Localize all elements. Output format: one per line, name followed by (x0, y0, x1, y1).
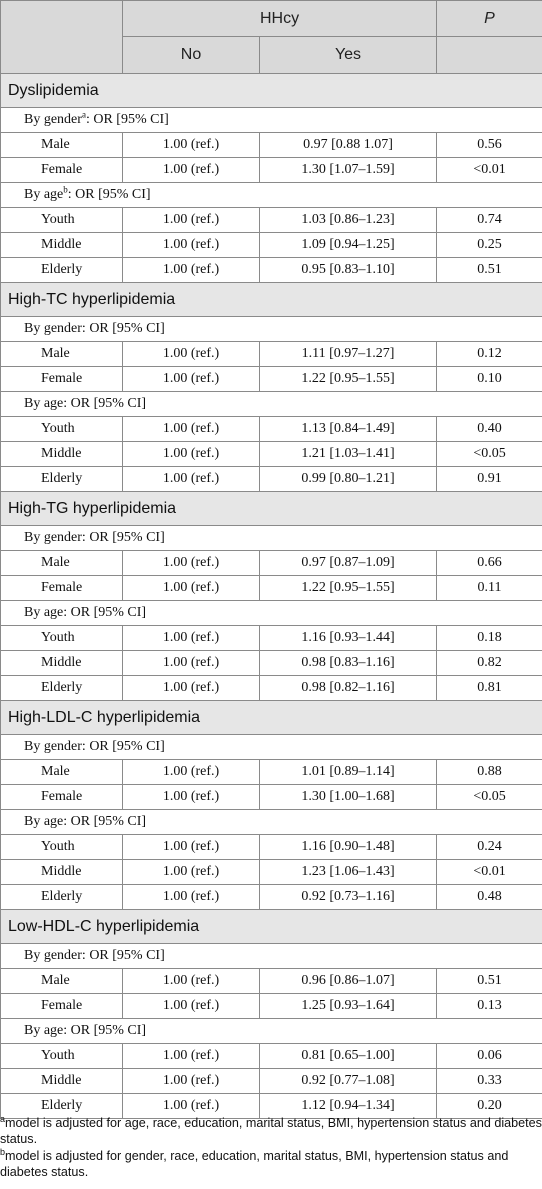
cell-yes: 0.95 [0.83–1.10] (260, 258, 437, 283)
group-label-cell (1, 810, 542, 835)
group-row (1, 944, 542, 969)
row-label: Middle (1, 651, 123, 676)
section-title: High-TG hyperlipidemia (1, 492, 542, 526)
row-label: Female (1, 367, 123, 392)
group-row (1, 108, 542, 133)
table-row (1, 442, 542, 467)
cell-yes: 1.16 [0.93–1.44] (260, 626, 437, 651)
cell-yes: 1.23 [1.06–1.43] (260, 860, 437, 885)
cell-p: 0.10 (437, 367, 542, 392)
cell-no: 1.00 (ref.) (123, 969, 260, 994)
row-label: Male (1, 760, 123, 785)
group-label-cell (1, 317, 542, 342)
table-row (1, 860, 542, 885)
cell-p: 0.51 (437, 258, 542, 283)
table-row (1, 342, 542, 367)
cell-no: 1.00 (ref.) (123, 1069, 260, 1094)
cell-p: 0.06 (437, 1044, 542, 1069)
cell-p: 0.11 (437, 576, 542, 601)
cell-yes: 1.30 [1.07–1.59] (260, 158, 437, 183)
section-row (1, 492, 542, 526)
group-row (1, 735, 542, 760)
row-label: Youth (1, 835, 123, 860)
cell-no: 1.00 (ref.) (123, 208, 260, 233)
group-row (1, 526, 542, 551)
row-label: Female (1, 576, 123, 601)
cell-yes: 0.92 [0.77–1.08] (260, 1069, 437, 1094)
header-p-blank (437, 37, 542, 74)
table-row (1, 994, 542, 1019)
cell-p: 0.24 (437, 835, 542, 860)
cell-yes: 1.03 [0.86–1.23] (260, 208, 437, 233)
group-row (1, 392, 542, 417)
table-row (1, 785, 542, 810)
group-label: By age (24, 187, 64, 202)
cell-yes: 1.22 [0.95–1.55] (260, 576, 437, 601)
row-label: Female (1, 158, 123, 183)
cell-yes: 1.11 [0.97–1.27] (260, 342, 437, 367)
cell-yes: 0.81 [0.65–1.00] (260, 1044, 437, 1069)
table-row (1, 760, 542, 785)
cell-p: 0.81 (437, 676, 542, 701)
cell-p: 0.20 (437, 1094, 542, 1119)
cell-no: 1.00 (ref.) (123, 158, 260, 183)
cell-p: 0.51 (437, 969, 542, 994)
footnote (0, 1115, 542, 1147)
cell-yes: 0.97 [0.87–1.09] (260, 551, 437, 576)
cell-no: 1.00 (ref.) (123, 417, 260, 442)
header-no: No (123, 37, 260, 74)
group-label-cell (1, 526, 542, 551)
cell-no: 1.00 (ref.) (123, 994, 260, 1019)
cell-p: 0.40 (437, 417, 542, 442)
cell-no: 1.00 (ref.) (123, 760, 260, 785)
cell-no: 1.00 (ref.) (123, 885, 260, 910)
row-label: Middle (1, 860, 123, 885)
group-label: By gender (24, 112, 82, 127)
cell-p: 0.88 (437, 760, 542, 785)
cell-no: 1.00 (ref.) (123, 442, 260, 467)
cell-no: 1.00 (ref.) (123, 233, 260, 258)
cell-no: 1.00 (ref.) (123, 785, 260, 810)
cell-p: 0.25 (437, 233, 542, 258)
row-label: Elderly (1, 467, 123, 492)
group-row (1, 317, 542, 342)
cell-p: <0.05 (437, 442, 542, 467)
group-label: By gender: OR [95% CI] (24, 948, 165, 963)
cell-p: 0.66 (437, 551, 542, 576)
cell-no: 1.00 (ref.) (123, 367, 260, 392)
row-label: Middle (1, 233, 123, 258)
row-label: Male (1, 969, 123, 994)
cell-yes: 0.96 [0.86–1.07] (260, 969, 437, 994)
group-label: By age: OR [95% CI] (24, 1023, 147, 1038)
row-label: Middle (1, 442, 123, 467)
footnote-text: model is adjusted for gender, race, education, marital status, BMI, hypertension status and diabetes status. (0, 1149, 509, 1179)
cell-yes: 1.01 [0.89–1.14] (260, 760, 437, 785)
group-label-cell (1, 1019, 542, 1044)
table-row (1, 626, 542, 651)
row-label: Elderly (1, 258, 123, 283)
cell-no: 1.00 (ref.) (123, 860, 260, 885)
cell-no: 1.00 (ref.) (123, 258, 260, 283)
cell-no: 1.00 (ref.) (123, 342, 260, 367)
footnote-marker: b (63, 184, 68, 195)
group-label: By age: OR [95% CI] (24, 396, 147, 411)
row-label: Youth (1, 417, 123, 442)
table-row (1, 158, 542, 183)
cell-yes: 1.30 [1.00–1.68] (260, 785, 437, 810)
cell-p: <0.01 (437, 860, 542, 885)
header-yes: Yes (260, 37, 437, 74)
cell-p: 0.33 (437, 1069, 542, 1094)
row-label: Elderly (1, 676, 123, 701)
cell-yes: 1.13 [0.84–1.49] (260, 417, 437, 442)
table-row (1, 133, 542, 158)
cell-no: 1.00 (ref.) (123, 835, 260, 860)
table-row (1, 467, 542, 492)
row-label: Male (1, 551, 123, 576)
cell-p: 0.18 (437, 626, 542, 651)
cell-yes: 1.12 [0.94–1.34] (260, 1094, 437, 1119)
cell-no: 1.00 (ref.) (123, 1094, 260, 1119)
group-label: By age: OR [95% CI] (24, 814, 147, 829)
cell-no: 1.00 (ref.) (123, 626, 260, 651)
footnote-text: model is adjusted for age, race, education, marital status, BMI, hypertension status and diabetes status. (0, 1116, 542, 1146)
section-row (1, 74, 542, 108)
section-row (1, 283, 542, 317)
group-label: By age: OR [95% CI] (24, 605, 147, 620)
cell-yes: 0.92 [0.73–1.16] (260, 885, 437, 910)
row-label: Middle (1, 1069, 123, 1094)
group-label-cell (1, 392, 542, 417)
table-row (1, 885, 542, 910)
cell-yes: 0.98 [0.82–1.16] (260, 676, 437, 701)
cell-yes: 1.25 [0.93–1.64] (260, 994, 437, 1019)
cell-no: 1.00 (ref.) (123, 551, 260, 576)
row-label: Elderly (1, 1094, 123, 1119)
cell-yes: 0.99 [0.80–1.21] (260, 467, 437, 492)
group-label: By gender: OR [95% CI] (24, 739, 165, 754)
footnote-mark: b (0, 1146, 6, 1157)
cell-p: 0.91 (437, 467, 542, 492)
cell-yes: 0.97 [0.88 1.07] (260, 133, 437, 158)
header-p: P (437, 1, 542, 37)
cell-no: 1.00 (ref.) (123, 576, 260, 601)
cell-no: 1.00 (ref.) (123, 1044, 260, 1069)
cell-p: <0.01 (437, 158, 542, 183)
footnote-marker: a (81, 109, 86, 120)
cell-yes: 1.16 [0.90–1.48] (260, 835, 437, 860)
section-title: Low-HDL-C hyperlipidemia (1, 910, 542, 944)
table-row (1, 417, 542, 442)
table-row (1, 258, 542, 283)
section-title: Dyslipidemia (1, 74, 542, 108)
table-row (1, 969, 542, 994)
footnote (0, 1148, 542, 1180)
cell-yes: 0.98 [0.83–1.16] (260, 651, 437, 676)
group-label-cell (1, 735, 542, 760)
table-header (1, 1, 542, 74)
table-row (1, 208, 542, 233)
cell-yes: 1.09 [0.94–1.25] (260, 233, 437, 258)
table-row (1, 835, 542, 860)
cell-no: 1.00 (ref.) (123, 133, 260, 158)
header-blank-cell (1, 1, 123, 74)
section-title: High-TC hyperlipidemia (1, 283, 542, 317)
group-label-suffix: : OR [95% CI] (85, 112, 169, 127)
group-label-cell (1, 108, 542, 133)
cell-p: <0.05 (437, 785, 542, 810)
cell-p: 0.13 (437, 994, 542, 1019)
row-label: Youth (1, 1044, 123, 1069)
table-row (1, 233, 542, 258)
group-row (1, 601, 542, 626)
group-label: By gender: OR [95% CI] (24, 321, 165, 336)
table-row (1, 1069, 542, 1094)
table-row (1, 676, 542, 701)
cell-no: 1.00 (ref.) (123, 467, 260, 492)
footnote-mark: a (0, 1113, 6, 1124)
row-label: Elderly (1, 885, 123, 910)
table-row (1, 1044, 542, 1069)
section-row (1, 910, 542, 944)
cell-p: 0.12 (437, 342, 542, 367)
row-label: Male (1, 133, 123, 158)
group-label-cell (1, 944, 542, 969)
table-row (1, 551, 542, 576)
cell-no: 1.00 (ref.) (123, 651, 260, 676)
table-row (1, 576, 542, 601)
header-hhcy: HHcy (123, 1, 437, 37)
table-row (1, 651, 542, 676)
footnotes (0, 1115, 542, 1181)
table-body (1, 74, 542, 1119)
cell-yes: 1.21 [1.03–1.41] (260, 442, 437, 467)
group-label-cell (1, 601, 542, 626)
cell-yes: 1.22 [0.95–1.55] (260, 367, 437, 392)
row-label: Female (1, 994, 123, 1019)
row-label: Youth (1, 208, 123, 233)
cell-no: 1.00 (ref.) (123, 676, 260, 701)
group-label: By gender: OR [95% CI] (24, 530, 165, 545)
cell-p: 0.48 (437, 885, 542, 910)
cell-p: 0.82 (437, 651, 542, 676)
cell-p: 0.56 (437, 133, 542, 158)
group-label-cell (1, 183, 542, 208)
row-label: Youth (1, 626, 123, 651)
group-label-suffix: : OR [95% CI] (67, 187, 151, 202)
group-row (1, 1019, 542, 1044)
section-title: High-LDL-C hyperlipidemia (1, 701, 542, 735)
row-label: Female (1, 785, 123, 810)
section-row (1, 701, 542, 735)
cell-p: 0.74 (437, 208, 542, 233)
group-row (1, 810, 542, 835)
table-row (1, 367, 542, 392)
group-row (1, 183, 542, 208)
row-label: Male (1, 342, 123, 367)
